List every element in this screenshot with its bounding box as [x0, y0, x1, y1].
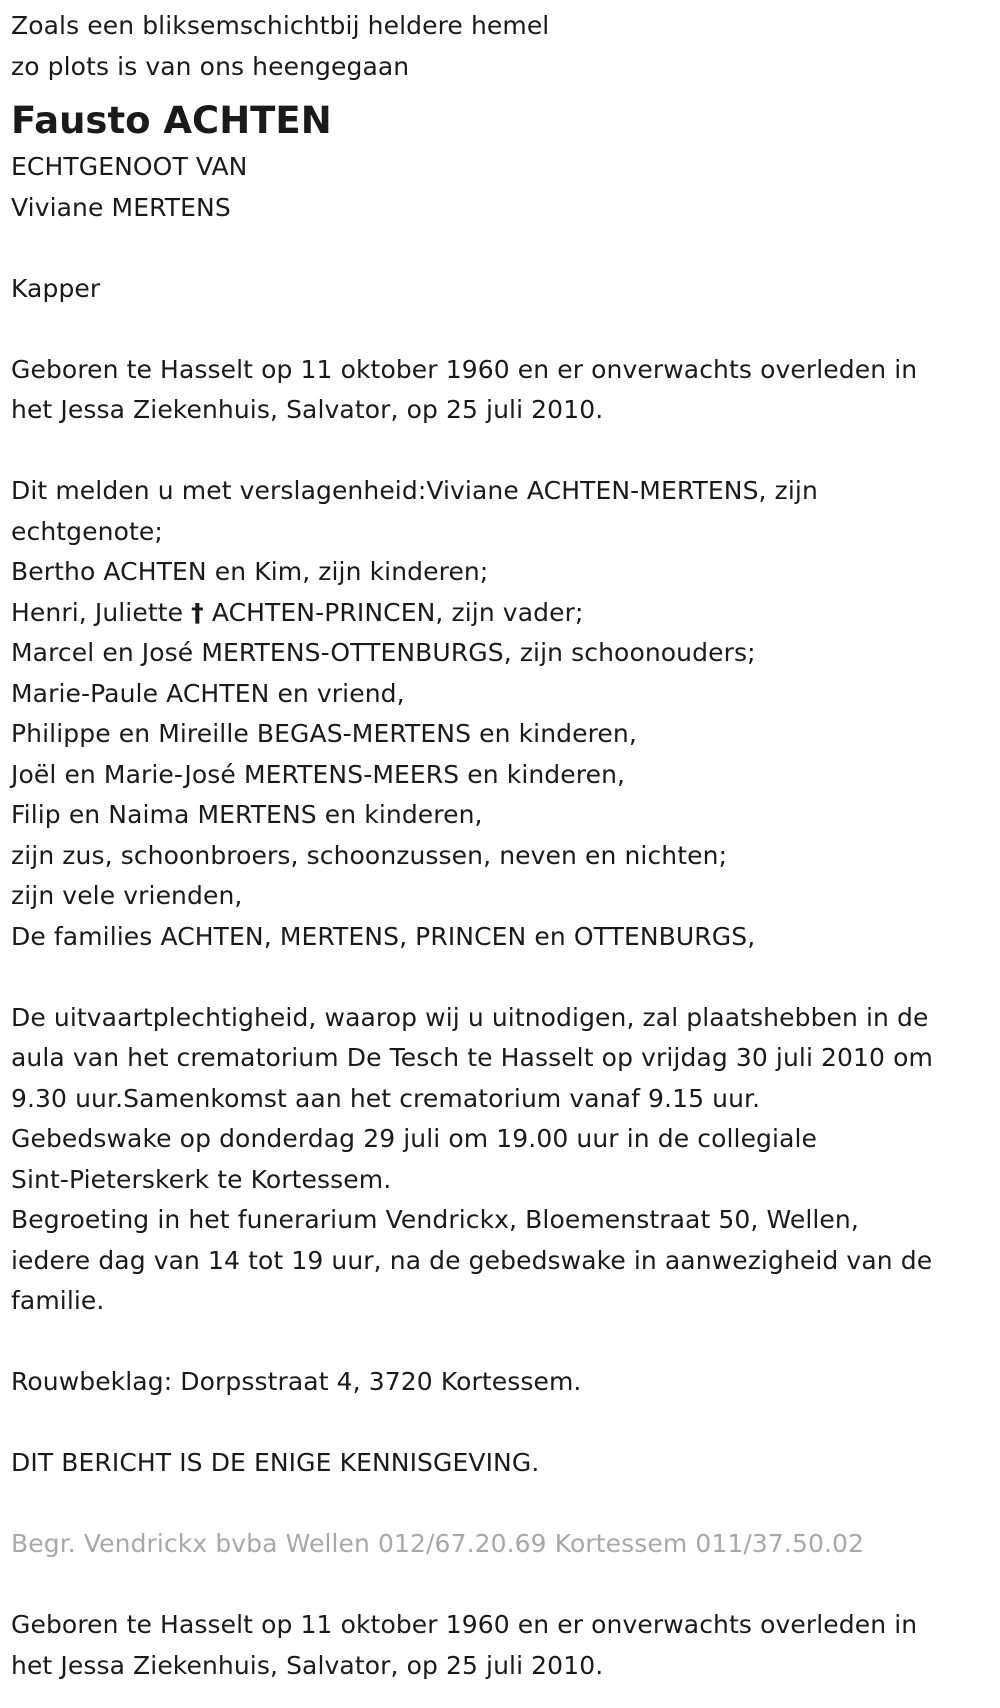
- spacer: [11, 309, 1000, 350]
- spacer: [11, 1403, 1000, 1444]
- birth-death-repeat-line-2: het Jessa Ziekenhuis, Salvator, op 25 juli 2010.: [11, 1650, 604, 1680]
- family-line: Joël en Marie-José MERTENS-MEERS en kinderen,: [11, 759, 626, 789]
- condolence-address: Rouwbeklag: Dorpsstraat 4, 3720 Kortessem.: [11, 1367, 582, 1396]
- relation-label: ECHTGENOOT VAN: [11, 152, 248, 181]
- ceremony-line: Sint-Pieterskerk te Kortessem.: [11, 1164, 392, 1194]
- intro-line-1: Zoals een bliksemschichtbij heldere hemel: [11, 11, 550, 40]
- family-line: De families ACHTEN, MERTENS, PRINCEN en OTTENBURGS,: [11, 921, 756, 951]
- ceremony-line: aula van het crematorium De Tesch te Hasselt op vrijdag 30 juli 2010 om: [11, 1043, 933, 1072]
- father-suffix: ACHTEN-PRINCEN, zijn vader;: [203, 597, 584, 627]
- birth-death-line-1: Geboren te Hasselt op 11 oktober 1960 en er onverwachts overleden in: [11, 354, 918, 384]
- ceremony-line: 9.30 uur.Samenkomst aan het crematorium vanaf 9.15 uur.: [11, 1083, 761, 1113]
- spacer: [11, 228, 1000, 269]
- ceremony-line: iedere dag van 14 tot 19 uur, na de gebedswake in aanwezigheid van de: [11, 1245, 933, 1275]
- cross-icon: †: [191, 597, 204, 627]
- spacer: [11, 1322, 1000, 1363]
- family-line: Philippe en Mireille BEGAS-MERTENS en kinderen,: [11, 719, 637, 748]
- ceremony-line: De uitvaartplechtigheid, waarop wij u uitnodigen, zal plaatshebben in de: [11, 1002, 929, 1032]
- spacer: [11, 1565, 1000, 1606]
- father-prefix: Henri, Juliette: [11, 597, 192, 627]
- ceremony-line: Begroeting in het funerarium Vendrickx, Bloemenstraat 50, Wellen,: [11, 1205, 859, 1234]
- ceremony-line: Gebedswake op donderdag 29 juli om 19.00 uur in de collegiale: [11, 1124, 818, 1153]
- family-line: Filip en Naima MERTENS en kinderen,: [11, 800, 483, 829]
- spouse-name: Viviane MERTENS: [11, 192, 231, 222]
- family-line: echtgenote;: [11, 516, 163, 546]
- occupation: Kapper: [11, 273, 101, 303]
- family-line: Bertho ACHTEN en Kim, zijn kinderen;: [11, 557, 489, 586]
- notice-text: DIT BERICHT IS DE ENIGE KENNISGEVING.: [11, 1448, 540, 1477]
- spacer: [11, 431, 1000, 472]
- ceremony-line: familie.: [11, 1286, 105, 1315]
- birth-death-repeat-line-1: Geboren te Hasselt op 11 oktober 1960 en er onverwachts overleden in: [11, 1610, 918, 1639]
- family-line: Dit melden u met verslagenheid:Viviane ACHTEN-MERTENS, zijn: [11, 476, 818, 505]
- birth-death-line-2: het Jessa Ziekenhuis, Salvator, op 25 juli 2010.: [11, 395, 604, 424]
- spacer: [11, 957, 1000, 998]
- spacer: [11, 1484, 1000, 1525]
- family-line: Marcel en José MERTENS-OTTENBURGS, zijn schoonouders;: [11, 638, 756, 667]
- intro-line-2: zo plots is van ons heengegaan: [11, 51, 410, 81]
- funeral-home-contact: Begr. Vendrickx bvba Wellen 012/67.20.69 Kortessem 011/37.50.02: [11, 1529, 865, 1558]
- deceased-name: Fausto ACHTEN: [11, 99, 332, 142]
- family-line: zijn vele vrienden,: [11, 881, 243, 910]
- family-line: zijn zus, schoonbroers, schoonzussen, neven en nichten;: [11, 840, 728, 870]
- family-line-father: [11, 593, 1000, 634]
- family-line: Marie-Paule ACHTEN en vriend,: [11, 678, 405, 708]
